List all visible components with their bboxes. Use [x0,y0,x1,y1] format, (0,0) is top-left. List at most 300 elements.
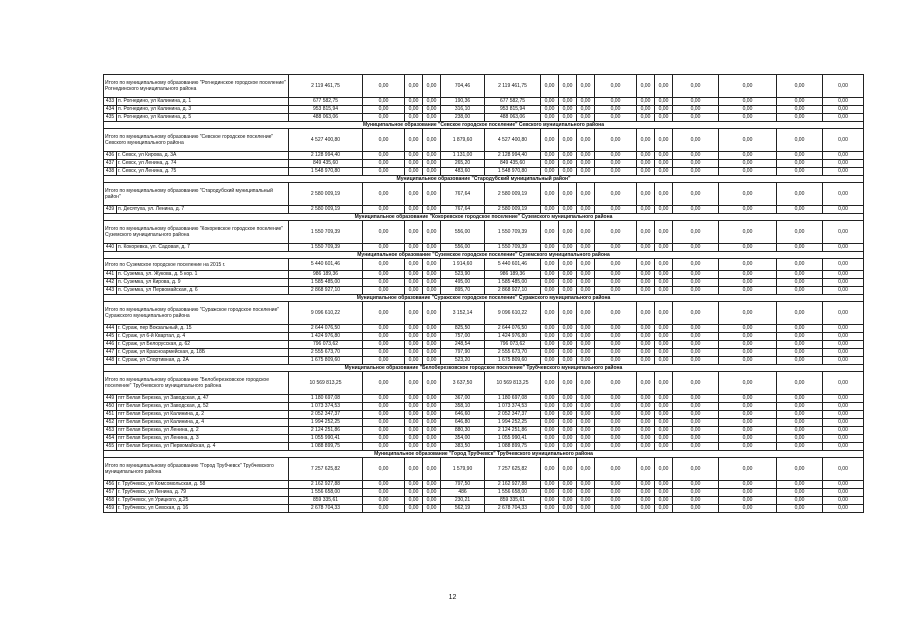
value-cell: 0,00 [559,458,577,481]
value-cell: 2 119 461,75 [289,75,363,98]
value-cell: 849 435,60 [485,160,541,168]
value-cell: 0,00 [363,411,405,419]
value-cell: 0,00 [541,168,559,176]
value-cell: 0,00 [363,435,405,443]
value-cell: 0,00 [719,114,777,122]
value-cell: 0,00 [719,403,777,411]
value-cell: 0,00 [363,458,405,481]
value-cell: 1 675 809,60 [485,357,541,365]
value-cell: 0,00 [577,302,595,325]
value-cell: 0,00 [541,106,559,114]
value-cell: 0,00 [637,395,655,403]
value-cell: 0,00 [655,152,673,160]
value-cell: 0,00 [577,271,595,279]
section-header-row [104,252,864,259]
value-cell: 0,00 [559,106,577,114]
value-cell: 0,00 [577,395,595,403]
value-cell: 1 055 990,41 [289,435,363,443]
value-cell: 0,00 [655,129,673,152]
table-row [104,287,864,295]
value-cell: 2 128 994,40 [289,152,363,160]
value-cell: 0,00 [559,271,577,279]
value-cell: 0,00 [823,497,864,505]
value-cell: 1 548 970,80 [289,168,363,176]
value-cell: 0,00 [719,244,777,252]
value-cell: 646,80 [441,419,485,427]
value-cell: 0,00 [541,259,559,271]
value-cell: 0,00 [637,244,655,252]
value-cell: 0,00 [719,395,777,403]
value-cell: 0,00 [423,411,441,419]
value-cell: 0,00 [405,302,423,325]
value-cell: 0,00 [655,325,673,333]
row-number: 444 [104,325,117,333]
value-cell: 0,00 [363,302,405,325]
value-cell: 0,00 [637,221,655,244]
value-cell: 0,00 [777,168,823,176]
value-cell: 0,00 [655,168,673,176]
value-cell: 0,00 [595,481,637,489]
value-cell: 0,00 [823,287,864,295]
value-cell: 849 435,60 [289,160,363,168]
value-cell: 0,00 [423,497,441,505]
value-cell: 0,00 [655,357,673,365]
value-cell: 0,00 [405,221,423,244]
value-cell: 0,00 [777,221,823,244]
value-cell: 0,00 [719,505,777,513]
value-cell: 383,50 [441,443,485,451]
value-cell: 0,00 [577,357,595,365]
value-cell: 953 815,94 [485,106,541,114]
value-cell: 0,00 [673,106,719,114]
value-cell: 0,00 [719,221,777,244]
value-cell: 0,00 [577,98,595,106]
value-cell: 0,00 [559,489,577,497]
value-cell: 1 550 709,39 [485,221,541,244]
value-cell: 0,00 [719,435,777,443]
value-cell: 0,00 [719,489,777,497]
row-number: 443 [104,287,117,295]
value-cell: 0,00 [823,244,864,252]
value-cell: 0,00 [363,244,405,252]
value-cell: 0,00 [405,411,423,419]
value-cell: 0,00 [363,403,405,411]
value-cell: 2 580 009,19 [289,183,363,206]
row-number: 451 [104,411,117,419]
value-cell: 1 675 809,60 [289,357,363,365]
value-cell: 0,00 [363,152,405,160]
value-cell: 1 550 709,39 [485,244,541,252]
value-cell: 0,00 [423,419,441,427]
section-title: Муниципальное образование "Белоберезковское городское поселение" Трубчевского муниципального района [104,365,864,372]
address-cell: п. Суземка, ул Первомайская, д. 6 [117,287,289,295]
value-cell: 0,00 [673,497,719,505]
value-cell: 0,00 [423,244,441,252]
value-cell: 0,00 [637,287,655,295]
value-cell: 495,00 [441,279,485,287]
value-cell: 358,10 [441,403,485,411]
value-cell: 0,00 [423,435,441,443]
value-cell: 0,00 [719,497,777,505]
value-cell: 0,00 [423,259,441,271]
table-row [104,349,864,357]
value-cell: 0,00 [423,489,441,497]
value-cell: 0,00 [637,75,655,98]
value-cell: 0,00 [405,427,423,435]
value-cell: 0,00 [673,160,719,168]
value-cell: 0,00 [363,106,405,114]
row-number: 457 [104,489,117,497]
value-cell: 0,00 [777,357,823,365]
row-number: 452 [104,419,117,427]
table-row [104,325,864,333]
value-cell: 0,00 [559,98,577,106]
value-cell: 0,00 [541,75,559,98]
value-cell: 0,00 [655,419,673,427]
value-cell: 0,00 [777,349,823,357]
value-cell: 0,00 [655,98,673,106]
table-row [104,481,864,489]
value-cell: 0,00 [363,505,405,513]
value-cell: 1 585 485,00 [485,279,541,287]
address-cell: п. Десятуха, ул. Ленина, д. 7 [117,206,289,214]
value-cell: 796 073,62 [485,341,541,349]
value-cell: 0,00 [577,183,595,206]
section-header-row [104,295,864,302]
value-cell: 2 644 076,50 [485,325,541,333]
value-cell: 10 569 813,25 [485,372,541,395]
value-cell: 0,00 [541,341,559,349]
subtotal-label: Итого по муниципальному образованию "Город Трубчевск" Трубчевского муниципального района [104,458,289,481]
value-cell: 0,00 [637,259,655,271]
subtotal-label: Итого по муниципальному образованию "Стародубский муниципальный район" [104,183,289,206]
value-cell: 0,00 [823,114,864,122]
value-cell: 0,00 [363,427,405,435]
value-cell: 0,00 [541,427,559,435]
value-cell: 0,00 [823,160,864,168]
value-cell: 0,00 [577,497,595,505]
value-cell: 0,00 [595,505,637,513]
value-cell: 2 555 673,70 [485,349,541,357]
value-cell: 0,00 [673,481,719,489]
value-cell: 0,00 [423,75,441,98]
value-cell: 0,00 [423,106,441,114]
value-cell: 0,00 [577,411,595,419]
value-cell: 0,00 [655,160,673,168]
section-header-row [104,176,864,183]
value-cell: 1 879,60 [441,129,485,152]
row-number: 459 [104,505,117,513]
value-cell: 0,00 [423,287,441,295]
address-cell: г. Трубчевск, ул Урицкого, д.25 [117,497,289,505]
value-cell: 0,00 [595,333,637,341]
value-cell: 0,00 [595,489,637,497]
value-cell: 0,00 [405,114,423,122]
value-cell: 0,00 [577,129,595,152]
value-cell: 0,00 [719,341,777,349]
table-row [104,505,864,513]
value-cell: 0,00 [423,206,441,214]
value-cell: 2 162 927,88 [485,481,541,489]
value-cell: 486 [441,489,485,497]
value-cell: 2 162 927,88 [289,481,363,489]
section-header-row [104,214,864,221]
value-cell: 2 644 076,50 [289,325,363,333]
value-cell: 0,00 [559,427,577,435]
value-cell: 0,00 [405,206,423,214]
value-cell: 0,00 [405,505,423,513]
row-number: 439 [104,206,117,214]
value-cell: 0,00 [823,183,864,206]
value-cell: 0,00 [673,505,719,513]
value-cell: 0,00 [363,325,405,333]
value-cell: 0,00 [405,458,423,481]
subtotal-row [104,183,864,206]
value-cell: 0,00 [673,168,719,176]
value-cell: 0,00 [823,435,864,443]
value-cell: 0,00 [577,419,595,427]
value-cell: 0,00 [673,395,719,403]
value-cell: 0,00 [719,287,777,295]
value-cell: 0,00 [559,302,577,325]
value-cell: 0,00 [777,481,823,489]
table-row [104,244,864,252]
value-cell: 0,00 [405,244,423,252]
value-cell: 0,00 [559,403,577,411]
value-cell: 0,00 [559,419,577,427]
address-cell: п. Рогнедино, ул Калинина, д. 1 [117,98,289,106]
page-number: 12 [448,594,457,601]
value-cell: 0,00 [541,481,559,489]
value-cell: 0,00 [595,372,637,395]
value-cell: 248,54 [441,341,485,349]
value-cell: 0,00 [559,160,577,168]
address-cell: пгт Белая Березка, ул Заводская, д. 52 [117,403,289,411]
value-cell: 0,00 [719,349,777,357]
value-cell: 0,00 [637,427,655,435]
value-cell: 0,00 [777,244,823,252]
subtotal-label: Итого по муниципальному образованию "Севское городское поселение" Севского муниципального района [104,129,289,152]
value-cell: 0,00 [777,403,823,411]
value-cell: 0,00 [673,221,719,244]
row-number: 450 [104,403,117,411]
value-cell: 0,00 [777,341,823,349]
value-cell: 0,00 [405,341,423,349]
value-cell: 0,00 [823,458,864,481]
table-row [104,206,864,214]
value-cell: 0,00 [559,152,577,160]
value-cell: 0,00 [541,435,559,443]
value-cell: 0,00 [595,106,637,114]
value-cell: 0,00 [541,372,559,395]
row-number: 448 [104,357,117,365]
value-cell: 0,00 [405,443,423,451]
value-cell: 0,00 [777,114,823,122]
value-cell: 0,00 [655,221,673,244]
value-cell: 0,00 [637,168,655,176]
value-cell: 3 152,14 [441,302,485,325]
row-number: 436 [104,152,117,160]
value-cell: 0,00 [405,419,423,427]
value-cell: 0,00 [777,279,823,287]
row-number: 453 [104,427,117,435]
value-cell: 0,00 [559,395,577,403]
value-cell: 0,00 [363,168,405,176]
value-cell: 0,00 [423,152,441,160]
value-cell: 556,00 [441,221,485,244]
value-cell: 0,00 [637,271,655,279]
value-cell: 0,00 [637,114,655,122]
address-cell: г. Севск, ул Ленина, д. 74 [117,160,289,168]
value-cell: 0,00 [637,333,655,341]
address-cell: пгт Белая Березка, ул Ленина, д. 2 [117,427,289,435]
address-cell: г. Сураж, пер Вокзальный, д. 15 [117,325,289,333]
value-cell: 0,00 [823,221,864,244]
value-cell: 0,00 [823,505,864,513]
value-cell: 0,00 [673,372,719,395]
value-cell: 0,00 [541,458,559,481]
value-cell: 5 440 601,46 [485,259,541,271]
value-cell: 0,00 [577,168,595,176]
value-cell: 0,00 [655,372,673,395]
value-cell: 0,00 [655,443,673,451]
address-cell: г. Трубчевск, ул Ленина, д. 79 [117,489,289,497]
value-cell: 0,00 [405,481,423,489]
value-cell: 0,00 [577,435,595,443]
value-cell: 0,00 [363,221,405,244]
value-cell: 0,00 [363,160,405,168]
value-cell: 523,20 [441,357,485,365]
value-cell: 0,00 [823,75,864,98]
value-cell: 2 124 251,86 [289,427,363,435]
value-cell: 0,00 [719,302,777,325]
value-cell: 704,46 [441,75,485,98]
table-row [104,114,864,122]
value-cell: 0,00 [595,403,637,411]
value-cell: 0,00 [363,75,405,98]
value-cell: 0,00 [823,106,864,114]
value-cell: 0,00 [637,206,655,214]
value-cell: 0,00 [405,435,423,443]
value-cell: 0,00 [637,497,655,505]
value-cell: 0,00 [719,206,777,214]
value-cell: 0,00 [363,114,405,122]
row-number: 442 [104,279,117,287]
value-cell: 0,00 [673,259,719,271]
table-row [104,395,864,403]
value-cell: 0,00 [673,349,719,357]
value-cell: 0,00 [719,481,777,489]
value-cell: 0,00 [823,152,864,160]
value-cell: 0,00 [777,183,823,206]
table-row [104,271,864,279]
value-cell: 0,00 [595,114,637,122]
value-cell: 0,00 [595,271,637,279]
value-cell: 0,00 [577,206,595,214]
value-cell: 0,00 [541,98,559,106]
table-row [104,443,864,451]
value-cell: 0,00 [777,152,823,160]
value-cell: 0,00 [719,419,777,427]
value-cell: 0,00 [423,114,441,122]
subtotal-row [104,259,864,271]
subtotal-label: Итого по муниципальному образованию "Рогнединское городское поселение" Рогнединского муниципального района [104,75,289,98]
value-cell: 0,00 [577,259,595,271]
value-cell: 0,00 [637,183,655,206]
value-cell: 0,00 [541,333,559,341]
value-cell: 0,00 [363,129,405,152]
value-cell: 0,00 [405,287,423,295]
value-cell: 354,00 [441,435,485,443]
value-cell: 0,00 [541,206,559,214]
value-cell: 0,00 [719,325,777,333]
section-title: Муниципальное образование "Севское городское поселение" Севского муниципального района [104,122,864,129]
value-cell: 0,00 [637,341,655,349]
value-cell: 0,00 [823,98,864,106]
section-header-row [104,365,864,372]
value-cell: 0,00 [719,98,777,106]
value-cell: 0,00 [777,505,823,513]
value-cell: 0,00 [673,411,719,419]
value-cell: 2 119 461,75 [485,75,541,98]
value-cell: 556,00 [441,244,485,252]
value-cell: 0,00 [673,403,719,411]
report-table-body [104,75,864,513]
value-cell: 0,00 [541,497,559,505]
value-cell: 677 582,75 [289,98,363,106]
value-cell: 0,00 [595,458,637,481]
value-cell: 190,36 [441,98,485,106]
value-cell: 0,00 [655,114,673,122]
value-cell: 2 580 009,19 [289,206,363,214]
value-cell: 0,00 [363,341,405,349]
value-cell: 0,00 [577,427,595,435]
value-cell: 0,00 [637,129,655,152]
value-cell: 767,64 [441,183,485,206]
value-cell: 0,00 [823,489,864,497]
value-cell: 0,00 [541,325,559,333]
value-cell: 0,00 [559,168,577,176]
value-cell: 0,00 [595,244,637,252]
value-cell: 0,00 [637,279,655,287]
value-cell: 0,00 [423,481,441,489]
value-cell: 0,00 [637,505,655,513]
value-cell: 0,00 [777,427,823,435]
value-cell: 0,00 [423,349,441,357]
table-row [104,106,864,114]
address-cell: пгт Белая Березка, ул Калинина, д. 2 [117,411,289,419]
value-cell: 0,00 [363,497,405,505]
value-cell: 0,00 [673,435,719,443]
value-cell: 0,00 [823,325,864,333]
value-cell: 0,00 [423,443,441,451]
value-cell: 0,00 [595,349,637,357]
value-cell: 9 096 610,22 [485,302,541,325]
value-cell: 0,00 [595,259,637,271]
value-cell: 2 678 704,33 [289,505,363,513]
value-cell: 1 556 658,00 [289,489,363,497]
value-cell: 0,00 [637,435,655,443]
value-cell: 646,60 [441,411,485,419]
table-row [104,497,864,505]
value-cell: 0,00 [559,505,577,513]
value-cell: 0,00 [655,287,673,295]
table-row [104,279,864,287]
value-cell: 0,00 [719,279,777,287]
row-number: 441 [104,271,117,279]
value-cell: 0,00 [577,458,595,481]
value-cell: 1 073 374,53 [485,403,541,411]
